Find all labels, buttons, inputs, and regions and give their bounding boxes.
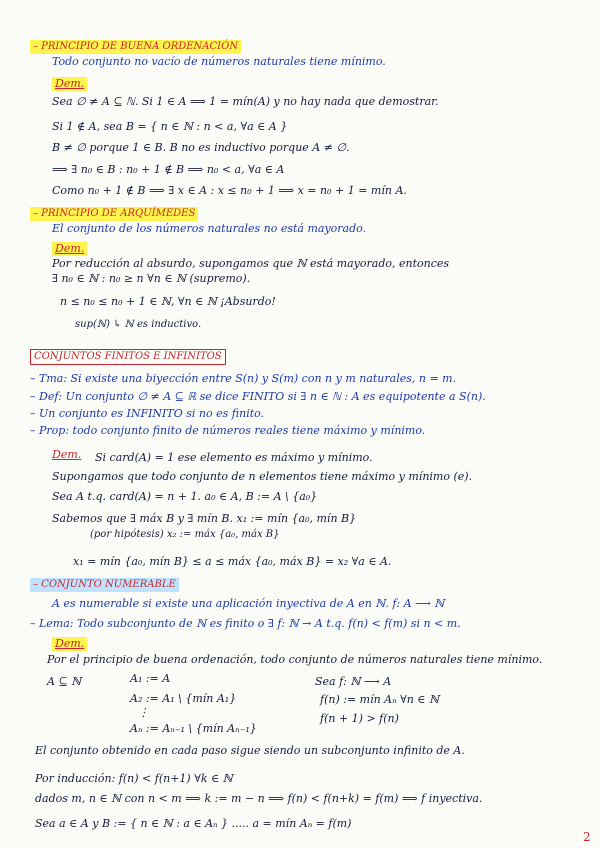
note-line: Sea f: ℕ ⟶ A	[315, 675, 392, 688]
dem-label: Dem.	[52, 637, 87, 651]
note-line: Por reducción al absurdo, supongamos que ℕ está mayorado, entonces	[52, 257, 450, 270]
note-line: – Lema: Todo subconjunto de ℕ es finito o ∃ f: ℕ → A t.q. f(n) < f(m) si n < m.	[30, 617, 461, 630]
note-line: Aₙ := Aₙ₋₁ \ {mín Aₙ₋₁}	[130, 722, 257, 735]
note-line: Si 1 ∉ A, sea B = { n ∈ ℕ : n < a, ∀a ∈ A }	[52, 120, 288, 133]
note-line: Sea a ∈ A y B := { n ∈ ℕ : a ∈ Aₙ } ..... a = mín Aₙ = f(m)	[35, 817, 352, 830]
note-line: Sabemos que ∃ máx B y ∃ mín B. x₁ := mín {a₀, mín B}	[52, 512, 357, 525]
note-line: Sea ∅ ≠ A ⊆ ℕ. Si 1 ∈ A ⟹ 1 = mín(A) y no hay nada que demostrar.	[52, 95, 439, 108]
note-line: Supongamos que todo conjunto de n elementos tiene máximo y mínimo (e).	[52, 470, 473, 483]
note-line: f(n) := mín Aₙ ∀n ∈ ℕ	[320, 693, 439, 706]
note-line: Sea A t.q. card(A) = n + 1. a₀ ∈ A, B := A \ {a₀}	[52, 490, 318, 503]
note-line: Por el principio de buena ordenación, todo conjunto de números naturales tiene mínimo.	[47, 653, 543, 666]
note-line: (por hipótesis) x₂ := máx {a₀, máx B}	[90, 529, 280, 540]
note-line: n ≤ n₀ ≤ n₀ + 1 ∈ ℕ, ∀n ∈ ℕ ¡Absurdo!	[60, 295, 276, 308]
note-line: x₁ = mín {a₀, mín B} ≤ a ≤ máx {a₀, máx B} = x₂ ∀a ∈ A.	[73, 555, 392, 568]
dem-label: Dem.	[52, 77, 87, 91]
note-line: sup(ℕ) ↳ ℕ es inductivo.	[75, 319, 202, 330]
note-line: – Tma: Si existe una biyección entre S(n) y S(m) con n y m naturales, n = m.	[30, 372, 457, 385]
heading-buena-ordenacion: – PRINCIPIO DE BUENA ORDENACIÓN	[30, 40, 241, 54]
note-line: f(n + 1) > f(n)	[320, 712, 399, 725]
note-line: El conjunto de los números naturales no está mayorado.	[52, 222, 367, 235]
note-line: – Def: Un conjunto ∅ ≠ A ⊆ ℝ se dice FINITO si ∃ n ∈ ℕ : A es equipotente a S(n).	[30, 390, 486, 403]
note-line: ∃ n₀ ∈ ℕ : n₀ ≥ n ∀n ∈ ℕ (supremo).	[52, 272, 251, 285]
note-line: Por inducción: f(n) < f(n+1) ∀k ∈ ℕ	[35, 772, 233, 785]
note-line: A₂ := A₁ \ {mín A₁}	[130, 692, 237, 705]
note-line: A es numerable si existe una aplicación inyectiva de A en ℕ. f: A ⟶ ℕ	[52, 597, 445, 610]
note-line: ⟹ ∃ n₀ ∈ B : n₀ + 1 ∉ B ⟹ n₀ < a, ∀a ∈ A	[52, 163, 285, 176]
note-line: A₁ := A	[130, 672, 171, 685]
note-line: Si card(A) = 1 ese elemento es máximo y mínimo.	[95, 451, 373, 464]
note-line: B ≠ ∅ porque 1 ∈ B. B no es inductivo porque A ≠ ∅.	[52, 141, 350, 154]
dem-label: Dem.	[52, 242, 87, 256]
page-number: 2	[583, 830, 591, 844]
note-line: – Prop: todo conjunto finito de números reales tiene máximo y mínimo.	[30, 424, 426, 437]
dem-label: Dem.	[52, 448, 82, 461]
heading-arquimedes: – PRINCIPIO DE ARQUÍMEDES	[30, 207, 198, 221]
heading-conjuntos-finitos: CONJUNTOS FINITOS E INFINITOS	[30, 349, 226, 365]
note-line: dados m, n ∈ ℕ con n < m ⟹ k := m − n ⟹ f(n) < f(n+k) = f(m) ⟹ f inyectiva.	[35, 792, 483, 805]
heading-numerable: – CONJUNTO NUMERABLE	[30, 578, 179, 592]
note-line: El conjunto obtenido en cada paso sigue siendo un subconjunto infinito de A.	[35, 744, 465, 757]
note-line: A ⊆ ℕ	[47, 675, 82, 688]
note-line: ⋮	[138, 706, 149, 719]
note-line: – Un conjunto es INFINITO si no es finito.	[30, 407, 265, 420]
note-line: Todo conjunto no vacío de números naturales tiene mínimo.	[52, 55, 386, 68]
note-line: Como n₀ + 1 ∉ B ⟹ ∃ x ∈ A : x ≤ n₀ + 1 ⟹ x = n₀ + 1 = mín A.	[52, 184, 407, 197]
